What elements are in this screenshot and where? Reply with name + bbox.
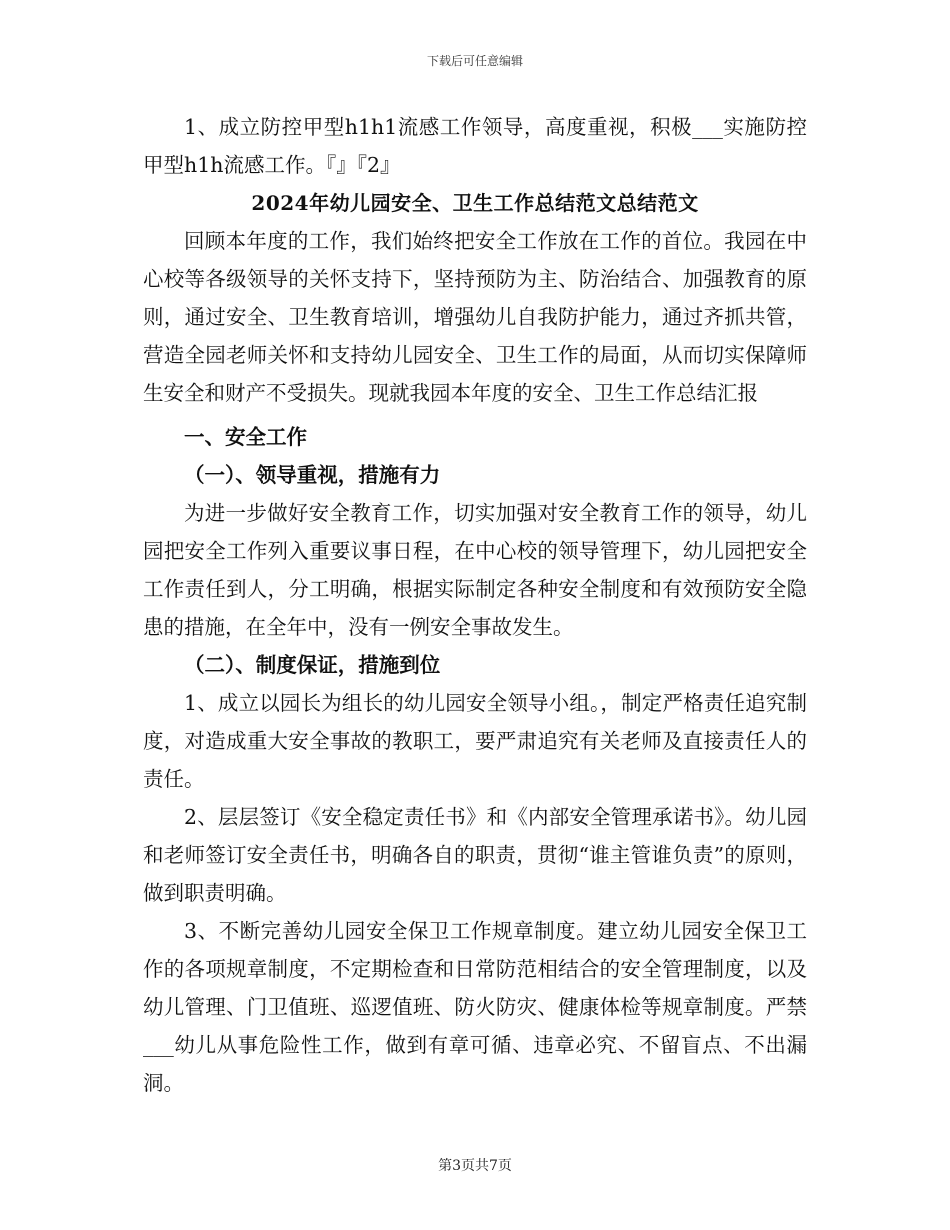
subsection-heading-system: （二）、制度保证，措施到位 — [184, 653, 441, 677]
page-header: 下载后可任意编辑 — [426, 54, 523, 68]
paragraph-intro: 1、成立防控甲型h1h1流感工作领导，高度重视，积极___实施防控甲型h1h流感工作。『』『2』 — [143, 115, 807, 177]
subsection-heading-leadership: （一）、领导重视，措施有力 — [184, 463, 441, 487]
paragraph-item-3: 3、不断完善幼儿园安全保卫工作规章制度。建立幼儿园安全保卫工作的各项规章制度，不定期检查和日常防范相结合的安全管理制度，以及幼儿管理、门卫值班、巡逻值班、防火防灾、健康体检等规章制度。严禁___幼儿从事危险性工作，做到有章可循、违章必究、不留盲点、不出漏洞。 — [143, 919, 807, 1095]
document-title: 2024年幼儿园安全、卫生工作总结范文总结范文 — [251, 191, 699, 215]
page-footer: 第3页共7页 — [438, 1158, 512, 1174]
section-heading-safety: 一、安全工作 — [184, 425, 307, 449]
paragraph-item-1: 1、成立以园长为组长的幼儿园安全领导小组。，制定严格责任追究制度，对造成重大安全事故的教职工，要严肃追究有关老师及直接责任人的责任。 — [143, 691, 807, 791]
paragraph-leadership: 为进一步做好安全教育工作，切实加强对安全教育工作的领导，幼儿园把安全工作列入重要议事日程，在中心校的领导管理下，幼儿园把安全工作责任到人，分工明确，根据实际制定各种安全制度和有效预防安全隐患的措施，在全年中，没有一例安全事故发生。 — [143, 501, 807, 639]
paragraph-review: 回顾本年度的工作，我们始终把安全工作放在工作的首位。我园在中心校等各级领导的关怀支持下，坚持预防为主、防治结合、加强教育的原则，通过安全、卫生教育培训，增强幼儿自我防护能力，通过齐抓共管，营造全园老师关怀和支持幼儿园安全、卫生工作的局面，从而切实保障师生安全和财产不受损失。现就我园本年度的安全、卫生工作总结汇报 — [143, 229, 807, 405]
document-body — [143, 108, 807, 1102]
paragraph-item-2: 2、层层签订《安全稳定责任书》和《内部安全管理承诺书》。幼儿园和老师签订安全责任书，明确各自的职责，贯彻“谁主管谁负责”的原则，做到职责明确。 — [143, 805, 807, 905]
